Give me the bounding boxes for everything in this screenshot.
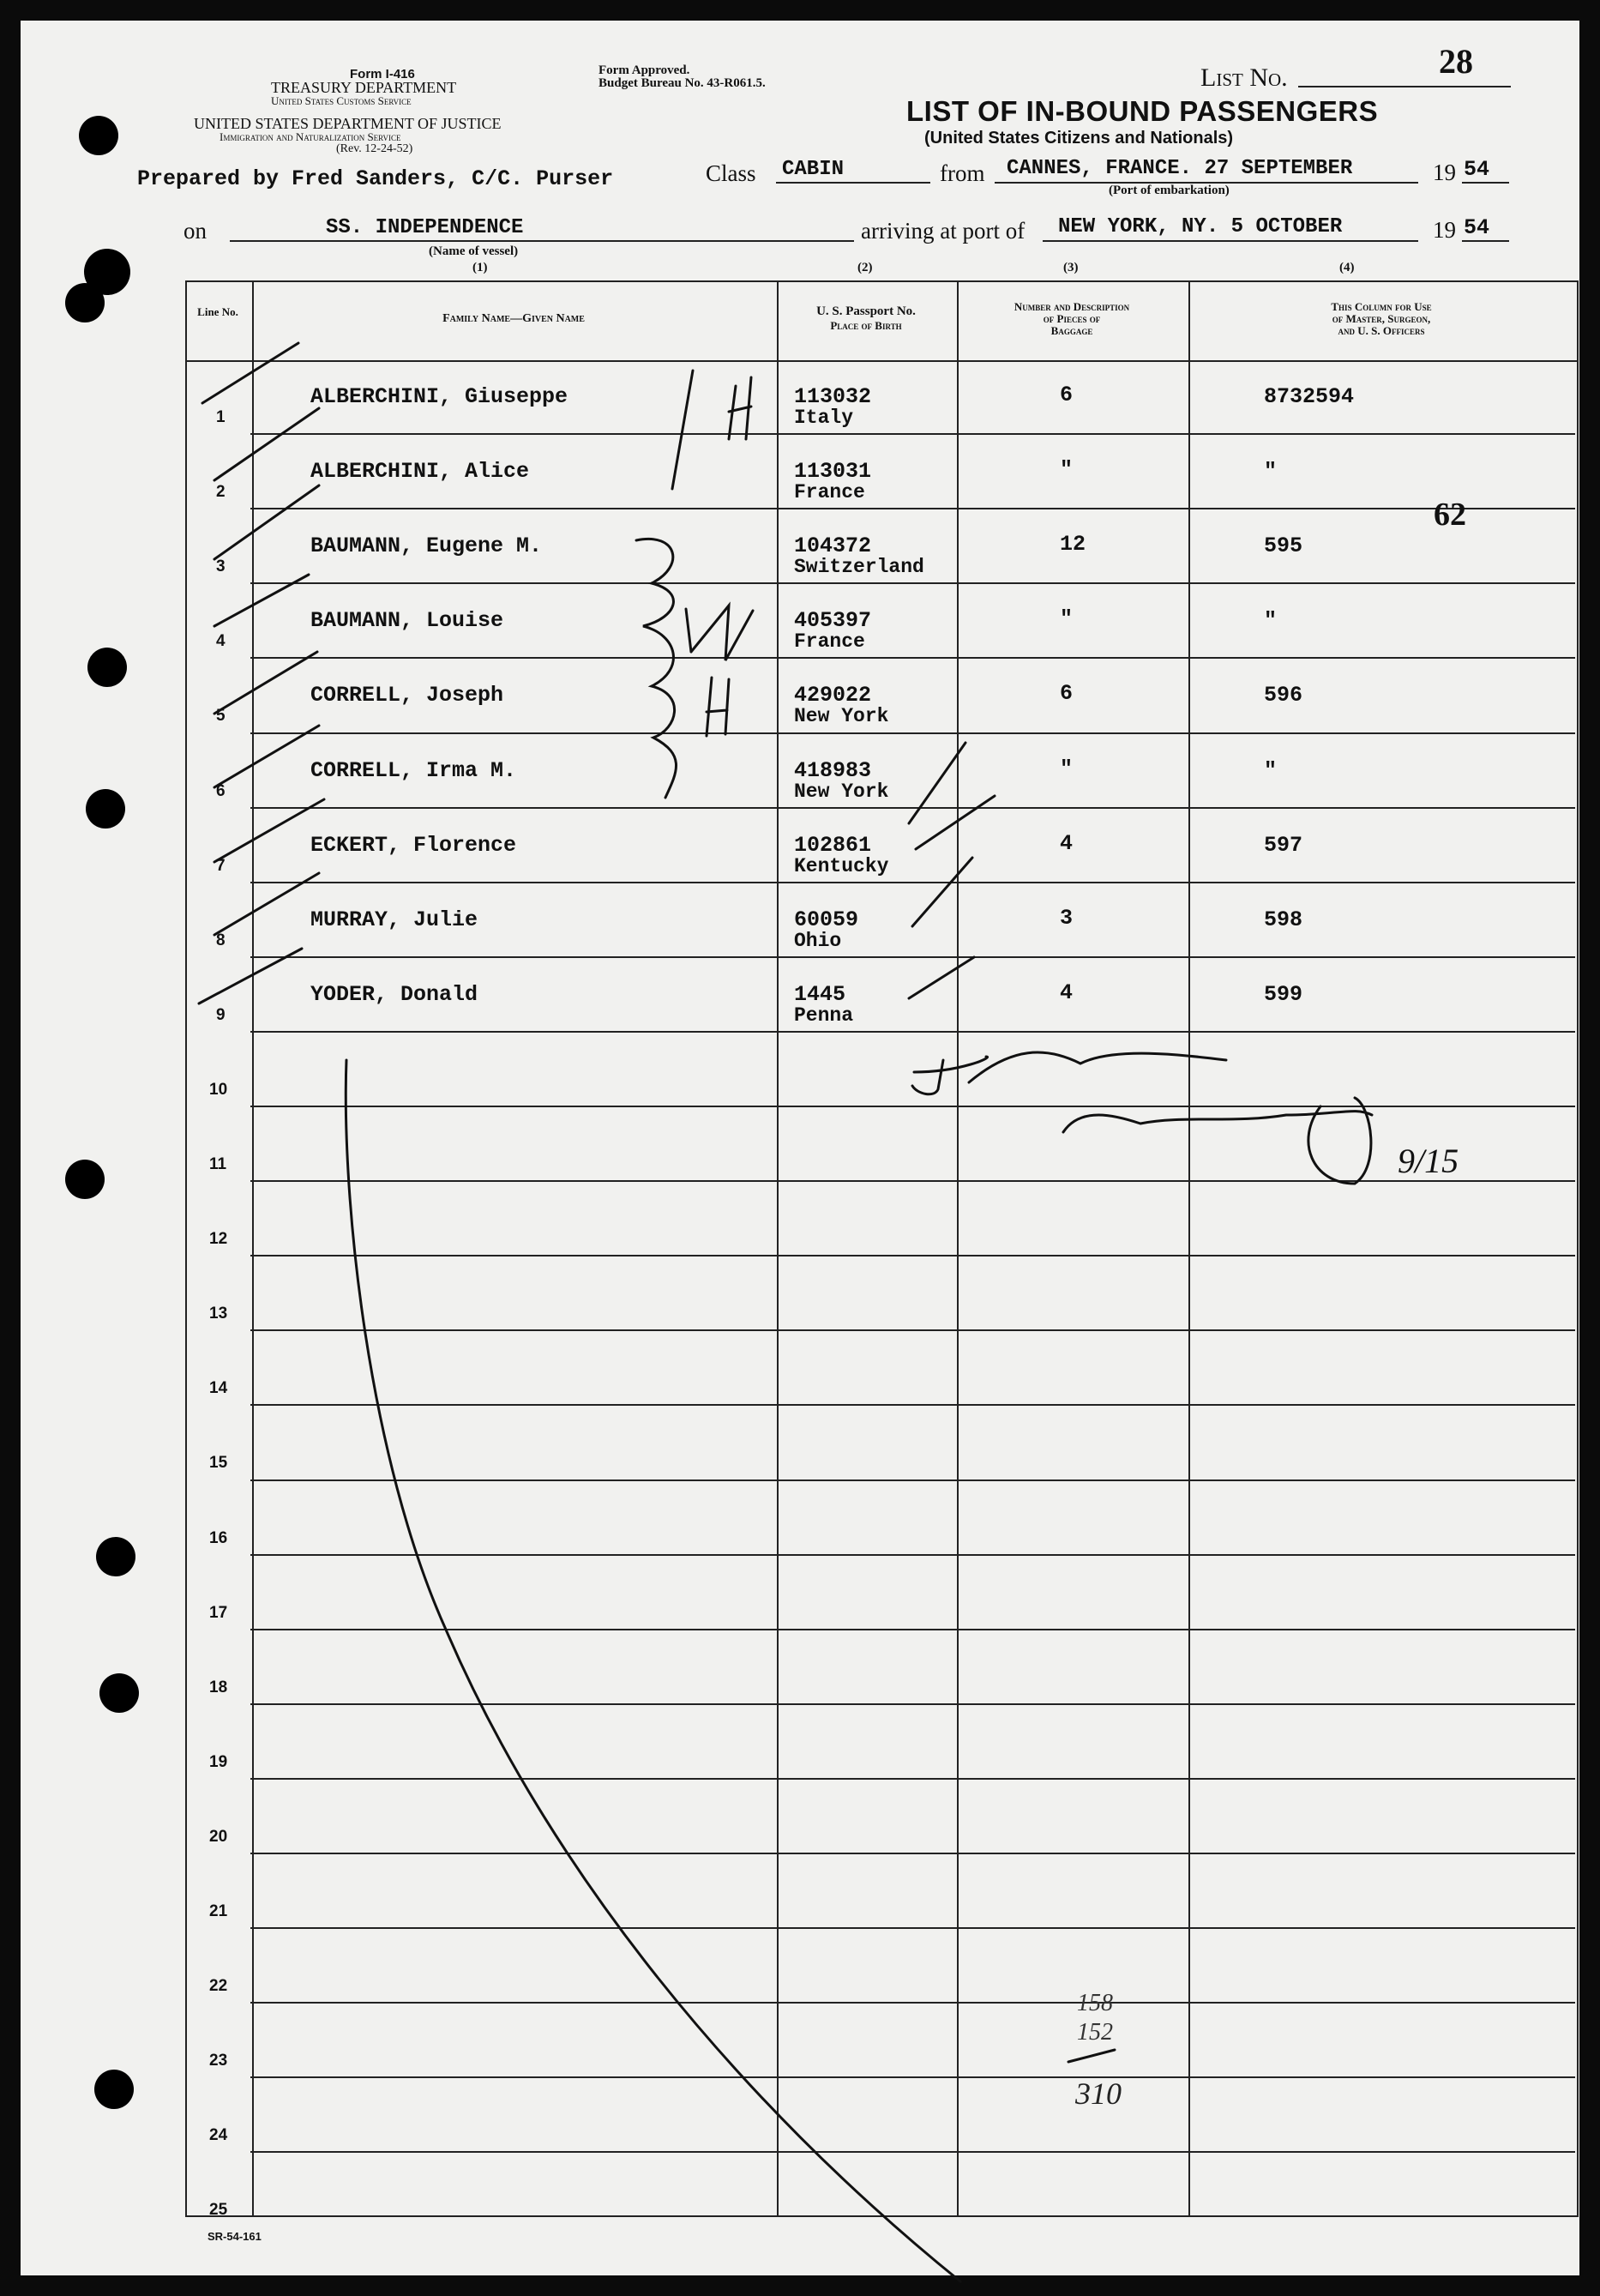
header-birth: Place of Birth <box>830 319 902 332</box>
column-index-2: (2) <box>857 261 873 274</box>
header-name: Family Name—Given Name <box>442 312 585 325</box>
row-line-number: 3 <box>216 557 226 576</box>
header-officers-c: and U. S. Officers <box>1338 324 1425 337</box>
margin-number: 62 <box>1434 497 1466 533</box>
baggage-count: 4 <box>1060 830 1074 856</box>
list-number-label: List No. <box>1200 63 1288 92</box>
row-line-number: 8 <box>216 931 226 949</box>
tally-value: 152 <box>1077 2019 1113 2046</box>
row-line-number: 14 <box>209 1379 228 1398</box>
place-of-birth: Penna <box>794 1003 854 1027</box>
row-line-number: 13 <box>209 1305 228 1323</box>
officer-number: 597 <box>1264 832 1303 858</box>
place-of-birth: Kentucky <box>794 854 889 877</box>
passenger-name: BAUMANN, Eugene M. <box>310 533 543 559</box>
passenger-name: BAUMANN, Louise <box>310 608 504 634</box>
officer-number: 596 <box>1264 683 1303 708</box>
place-of-birth: Switzerland <box>794 556 924 579</box>
place-of-birth: New York <box>794 780 889 803</box>
place-of-birth: New York <box>794 705 889 728</box>
row-line-number: 9 <box>216 1005 226 1024</box>
passenger-name: ALBERCHINI, Giuseppe <box>310 384 568 409</box>
officer-number: 8732594 <box>1264 384 1355 409</box>
officer-number: " <box>1264 608 1278 634</box>
officer-number: " <box>1264 757 1278 783</box>
officer-number: " <box>1264 459 1278 485</box>
row-line-number: 25 <box>209 2201 228 2220</box>
vessel-caption: (Name of vessel) <box>429 244 519 258</box>
row-line-number: 4 <box>216 632 226 651</box>
port-of-arrival: NEW YORK, NY. 5 OCTOBER <box>1058 215 1343 238</box>
year-embarkation: 54 <box>1464 157 1490 182</box>
department-of-justice: UNITED STATES DEPARTMENT OF JUSTICE <box>194 115 502 132</box>
passport-number: 418983 <box>794 757 872 783</box>
row-line-number: 12 <box>209 1230 228 1249</box>
form-code: SR-54-161 <box>208 2230 262 2243</box>
from-label: from <box>940 160 985 186</box>
budget-bureau: Budget Bureau No. 43-R061.5. <box>598 76 766 90</box>
place-of-birth: Ohio <box>794 929 842 952</box>
row-line-number: 20 <box>209 1827 228 1846</box>
row-line-number: 22 <box>209 1977 228 1996</box>
prepared-by: Prepared by Fred Sanders, C/C. Purser <box>137 166 614 191</box>
year-arrival: 54 <box>1464 215 1490 240</box>
baggage-count: 3 <box>1060 905 1074 931</box>
vessel-name: SS. INDEPENDENCE <box>326 216 524 239</box>
row-line-number: 16 <box>209 1528 228 1547</box>
column-index-4: (4) <box>1339 261 1355 274</box>
place-of-birth: Italy <box>794 407 854 429</box>
row-line-number: 23 <box>209 2052 228 2070</box>
column-index-1: (1) <box>472 261 488 274</box>
year-prefix: 19 <box>1433 217 1456 243</box>
row-line-number: 18 <box>209 1678 228 1696</box>
row-line-number: 5 <box>216 707 226 726</box>
row-line-number: 10 <box>209 1080 228 1099</box>
baggage-count: 6 <box>1060 681 1074 707</box>
column-index-3: (3) <box>1063 261 1079 274</box>
header-baggage-c: Baggage <box>1050 324 1093 337</box>
row-line-number: 19 <box>209 1752 228 1771</box>
row-line-number: 15 <box>209 1454 228 1473</box>
passport-number: 113032 <box>794 384 872 409</box>
customs-service: United States Customs Service <box>271 94 412 107</box>
row-line-number: 6 <box>216 781 226 800</box>
list-number: 28 <box>1439 42 1473 81</box>
place-of-birth: France <box>794 630 865 654</box>
header-passport: U. S. Passport No. <box>816 304 916 318</box>
arriving-label: arriving at port of <box>861 218 1026 244</box>
on-label: on <box>183 218 207 244</box>
row-line-number: 1 <box>216 408 226 426</box>
header-line-no: Line No. <box>197 305 238 318</box>
baggage-count: 12 <box>1060 532 1086 557</box>
revision-date: (Rev. 12-24-52) <box>336 142 413 155</box>
baggage-count: 6 <box>1060 383 1074 407</box>
passenger-name: ECKERT, Florence <box>310 832 517 858</box>
row-line-number: 2 <box>216 483 226 502</box>
passenger-name: YODER, Donald <box>310 981 478 1007</box>
passenger-name: CORRELL, Joseph <box>310 683 504 708</box>
passport-number: 113031 <box>794 459 872 485</box>
tally-total: 310 <box>1075 2076 1122 2111</box>
port-of-embarkation: CANNES, FRANCE. 27 SEPTEMBER <box>1007 157 1353 180</box>
passport-number: 60059 <box>794 907 859 932</box>
row-line-number: 21 <box>209 1902 228 1920</box>
passenger-name: CORRELL, Irma M. <box>310 757 517 783</box>
row-line-number: 24 <box>209 2126 228 2145</box>
page-title: LIST OF IN-BOUND PASSENGERS <box>906 95 1379 127</box>
passenger-name: ALBERCHINI, Alice <box>310 459 530 485</box>
baggage-count: 4 <box>1060 979 1074 1005</box>
passenger-name: MURRAY, Julie <box>310 907 478 932</box>
place-of-birth: France <box>794 481 865 504</box>
class-value: CABIN <box>782 158 845 181</box>
passport-number: 104372 <box>794 533 872 559</box>
treasury-department: TREASURY DEPARTMENT <box>271 79 457 96</box>
header-baggage-a: Number and Description <box>1014 300 1130 313</box>
officer-number: 599 <box>1264 981 1303 1007</box>
form-approved: Form Approved. <box>598 63 690 77</box>
officer-number: 598 <box>1264 907 1303 932</box>
officer-number: 595 <box>1264 533 1303 559</box>
row-line-number: 7 <box>216 856 226 875</box>
tally-value: 158 <box>1077 1990 1113 2016</box>
baggage-count: " <box>1060 606 1074 632</box>
port-embarkation-caption: (Port of embarkation) <box>1109 184 1230 197</box>
immigration-service: Immigration and Naturalization Service <box>220 130 401 143</box>
passport-number: 405397 <box>794 608 872 634</box>
passport-number: 1445 <box>794 981 846 1007</box>
class-label: Class <box>706 160 756 186</box>
page-subtitle: (United States Citizens and Nationals) <box>924 129 1234 148</box>
row-line-number: 17 <box>209 1603 228 1622</box>
baggage-count: " <box>1060 457 1074 483</box>
header-officers-a: This Column for Use <box>1331 300 1432 313</box>
baggage-count: " <box>1060 756 1074 781</box>
header-baggage-b: of Pieces of <box>1043 312 1101 325</box>
header-officers-b: of Master, Surgeon, <box>1332 312 1431 325</box>
passport-number: 102861 <box>794 832 872 858</box>
passport-number: 429022 <box>794 683 872 708</box>
year-prefix: 19 <box>1433 160 1456 185</box>
signature-note: 9/15 <box>1398 1142 1459 1180</box>
row-line-number: 11 <box>209 1155 227 1173</box>
form-number: Form I-416 <box>350 67 415 81</box>
